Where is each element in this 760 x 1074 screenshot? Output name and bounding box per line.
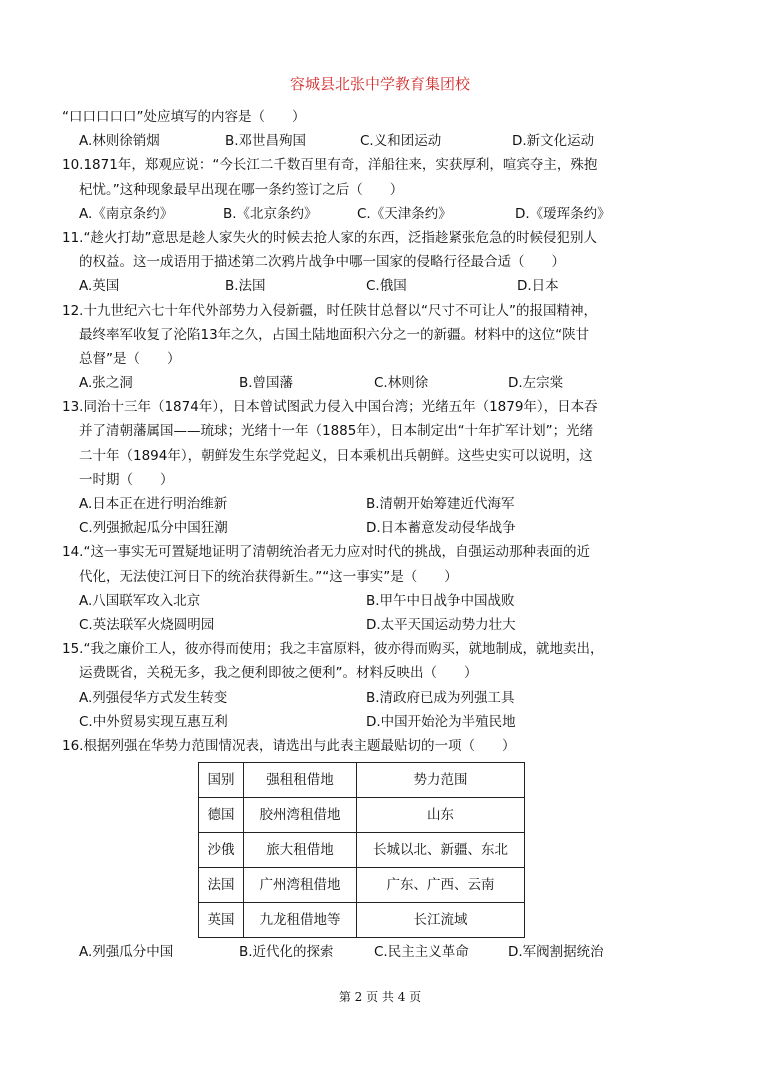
table-header-row — [199, 763, 525, 798]
table-cell: 德国 — [199, 798, 244, 833]
q16-option-c[interactable]: C.民主主义革命 — [374, 944, 469, 961]
table-cell: 长江流域 — [357, 903, 525, 938]
q10-option-a[interactable]: A.《南京条约》 — [79, 205, 174, 222]
question-content — [62, 105, 692, 964]
table-cell: 长城以北、新疆、东北 — [357, 833, 525, 868]
q14-line-2: 代化，无法使江河日下的统治获得新生。”“这一事实”是（ ） — [79, 568, 458, 585]
q12-option-c[interactable]: C.林则徐 — [374, 375, 429, 392]
table-cell: 山东 — [357, 798, 525, 833]
q13-line-4: 一时期（ ） — [79, 471, 174, 488]
q16-option-b[interactable]: B.近代化的探索 — [239, 944, 334, 961]
table-cell: 沙俄 — [199, 833, 244, 868]
q10-option-b[interactable]: B.《北京条约》 — [223, 205, 318, 222]
q12-line-2: 最终率军收复了沦陷13年之久，占国土陆地面积六分之一的新疆。材料中的这位“陕甘 — [79, 326, 590, 343]
table-cell: 旅大租借地 — [244, 833, 357, 868]
q13-line-3: 二十年（1894年），朝鲜发生东学党起义，日本乘机出兵朝鲜。这些史实可以说明，这 — [79, 447, 593, 464]
q14-option-b[interactable]: B.甲午中日战争中国战败 — [366, 592, 515, 609]
table-header: 势力范围 — [357, 763, 525, 798]
q13-line-1: 13.同治十三年（1874年），日本曾试图武力侵入中国台湾；光绪五年（1879年），日本吞 — [62, 399, 598, 416]
table-cell: 广东、广西、云南 — [357, 868, 525, 903]
q13-options-row-1 — [62, 492, 692, 516]
table-row — [199, 868, 525, 903]
q11-options — [62, 274, 692, 298]
table-cell: 广州湾租借地 — [244, 868, 357, 903]
q12-line-3: 总督”是（ ） — [79, 350, 181, 367]
q14-option-d[interactable]: D.太平天国运动势力壮大 — [366, 616, 516, 633]
q13-option-c[interactable]: C.列强掀起瓜分中国狂潮 — [79, 520, 228, 537]
q11-option-a[interactable]: A.英国 — [79, 278, 120, 295]
q11-line-1: 11.“趁火打劫”意思是趁人家失火的时候去抢人家的东西，泛指趁紧张危急的时候侵犯别人 — [62, 229, 597, 246]
q10-options — [62, 202, 692, 226]
page-number: 第 2 页 共 4 页 — [338, 990, 422, 1004]
q15-options-row-2 — [62, 710, 692, 734]
q16-options — [62, 940, 692, 964]
q10-line-2: 杞忧。”这种现象最早出现在哪一条约签订之后（ ） — [79, 181, 404, 198]
table-cell: 法国 — [199, 868, 244, 903]
q16-stem: 16.根据列强在华势力范围情况表，请选出与此表主题最贴切的一项（ ） — [62, 737, 516, 754]
q15-line-1: 15.“我之廉价工人，彼亦得而使用；我之丰富原料，彼亦得而购买，就地制成，就地卖出， — [62, 641, 604, 658]
q14-line-1: 14.“这一事实无可置疑地证明了清朝统治者无力应对时代的挑战，自强运动那种表面的近 — [62, 544, 590, 561]
q13-option-a[interactable]: A.日本正在进行明治维新 — [79, 496, 228, 512]
q11-line-2: 的权益。这一成语用于描述第二次鸦片战争中哪一国家的侵略行径最合适（ ） — [79, 254, 565, 271]
q16-option-d[interactable]: D.军阀割据统治 — [508, 944, 604, 961]
q14-option-a[interactable]: A.八国联军攻入北京 — [79, 592, 201, 609]
q12-options — [62, 371, 692, 395]
q10-option-c[interactable]: C.《天津条约》 — [357, 205, 452, 222]
q14-options-row-1 — [62, 589, 692, 613]
q13-option-d[interactable]: D.日本蓄意发动侵华战争 — [366, 520, 516, 537]
q9-options — [62, 129, 692, 153]
q9-option-a[interactable]: A.林则徐销烟 — [79, 133, 160, 150]
q11-option-d[interactable]: D.日本 — [517, 278, 559, 295]
q14-option-c[interactable]: C.英法联军火烧圆明园 — [79, 616, 215, 633]
table-cell: 胶州湾租借地 — [244, 798, 357, 833]
q15-option-b[interactable]: B.清政府已成为列强工具 — [366, 689, 515, 706]
school-header: 容城县北张中学教育集团校 — [289, 75, 470, 93]
q14-options-row-2 — [62, 613, 692, 637]
table-cell: 英国 — [199, 903, 244, 938]
q15-option-d[interactable]: D.中国开始沦为半殖民地 — [366, 713, 516, 730]
q12-line-1: 12.十九世纪六七十年代外部势力入侵新疆，时任陕甘总督以“尺寸不可让人”的报国精神， — [62, 302, 597, 319]
q12-option-a[interactable]: A.张之洞 — [79, 375, 133, 392]
q9-option-c[interactable]: C.义和团运动 — [360, 133, 442, 150]
q9-option-b[interactable]: B.邓世昌殉国 — [225, 133, 307, 150]
table-row — [199, 798, 525, 833]
q13-line-2: 并了清朝藩属国——琉球；光绪十一年（1885年），日本制定出“十年扩军计划”；光绪 — [79, 423, 594, 440]
q11-option-b[interactable]: B.法国 — [225, 278, 266, 295]
q11-option-c[interactable]: C.俄国 — [366, 278, 407, 295]
table-header: 强租租借地 — [244, 763, 357, 798]
q10-option-d[interactable]: D.《瑷珲条约》 — [515, 205, 611, 222]
q15-line-2: 运费既省，关税无多，我之便利即彼之便利”。材料反映出（ ） — [79, 665, 478, 682]
table-cell: 九龙租借地等 — [244, 903, 357, 938]
table-header: 国别 — [199, 763, 244, 798]
q15-option-a[interactable]: A.列强侵华方式发生转变 — [79, 689, 228, 706]
q15-option-c[interactable]: C.中外贸易实现互惠互利 — [79, 713, 228, 730]
q9-stem: “口口口口口”处应填写的内容是（ ） — [62, 109, 306, 125]
q10-line-1: 10.1871年，郑观应说：“今长江二千数百里有奇，洋船往来，实获厚利，喧宾夺主，殊抱 — [62, 157, 598, 174]
q12-option-b[interactable]: B.曾国藩 — [239, 375, 294, 392]
q13-options-row-2 — [62, 516, 692, 540]
q13-option-b[interactable]: B.清朝开始筹建近代海军 — [366, 496, 515, 512]
table-row — [199, 903, 525, 938]
q12-option-d[interactable]: D.左宗棠 — [508, 375, 564, 392]
sphere-of-influence-table — [198, 762, 525, 938]
q16-option-a[interactable]: A.列强瓜分中国 — [79, 944, 174, 961]
q15-options-row-1 — [62, 686, 692, 710]
table-row — [199, 833, 525, 868]
q9-option-d[interactable]: D.新文化运动 — [512, 133, 595, 150]
